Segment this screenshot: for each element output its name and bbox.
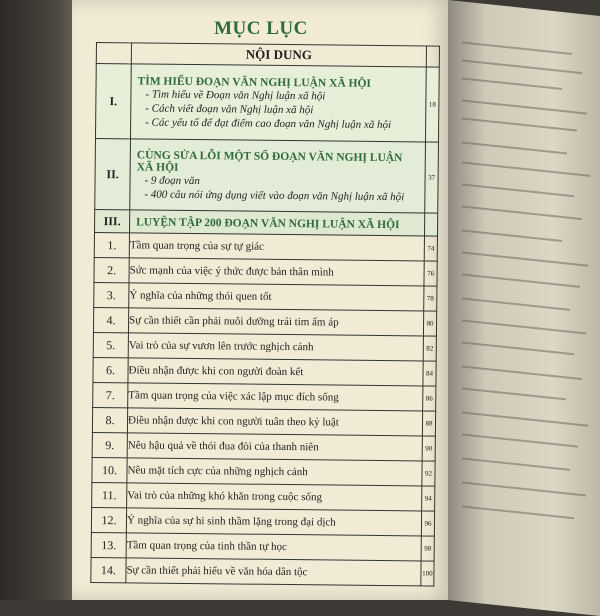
entry-page: 98 bbox=[421, 536, 434, 561]
page-title: MỤC LỤC bbox=[214, 18, 308, 39]
toc-table bbox=[90, 42, 440, 587]
entry-number: 5. bbox=[93, 332, 128, 357]
section-item: - Cách viết đoạn văn Nghị luận xã hội bbox=[145, 102, 314, 117]
toc-entry-row bbox=[92, 457, 435, 486]
section-content bbox=[130, 210, 425, 236]
entry-page: 74 bbox=[424, 236, 437, 261]
section-numeral: I. bbox=[95, 64, 131, 139]
entry-page: 92 bbox=[422, 461, 435, 486]
section-row-1 bbox=[95, 64, 439, 143]
entry-title: Sự cần thiết phải hiểu về văn hóa dân tộc bbox=[126, 558, 421, 586]
section-title: LUYỆN TẬP 200 ĐOẠN VĂN NGHỊ LUẬN XÃ HỘI bbox=[136, 216, 400, 232]
entry-title: Tầm quan trọng của tinh thần tự học bbox=[126, 533, 421, 561]
entry-title: Ý nghĩa của những thói quen tốt bbox=[129, 283, 424, 311]
section-row-2 bbox=[95, 138, 439, 213]
toc-entry-row bbox=[93, 357, 436, 386]
section-title: CÙNG SỬA LỖI MỘT SỐ ĐOẠN VĂN NGHỊ LUẬN XÃ HỘI bbox=[136, 149, 403, 174]
entry-title: Vai trò của những khó khăn trong cuộc sống bbox=[127, 483, 422, 511]
section-title: TÌM HIỂU ĐOẠN VĂN NGHỊ LUẬN XÃ HỘI bbox=[137, 75, 371, 90]
section-item: - 9 đoạn văn bbox=[144, 174, 200, 188]
entry-page: 84 bbox=[423, 361, 436, 386]
entry-number: 2. bbox=[94, 257, 129, 282]
section-numeral: II. bbox=[95, 138, 131, 209]
section-page: 18 bbox=[425, 67, 439, 142]
entry-page: 88 bbox=[422, 411, 435, 436]
section-item: - Tìm hiểu về Đoạn văn Nghị luận xã hội bbox=[145, 88, 326, 103]
entry-number: 14. bbox=[91, 557, 126, 582]
entry-title: Vai trò của sự vươn lên trước nghịch cảnh bbox=[128, 333, 423, 361]
section-content bbox=[130, 139, 426, 213]
toc-entry-row bbox=[91, 507, 434, 536]
entry-page: 100 bbox=[421, 561, 434, 586]
toc-entry-row bbox=[92, 482, 435, 511]
toc-entry-row bbox=[93, 307, 436, 336]
toc-entry-row bbox=[91, 532, 434, 561]
header-page-cell bbox=[426, 46, 439, 67]
toc-entry-row bbox=[91, 557, 434, 586]
section-item: - 400 câu nói ứng dụng viết vào đoạn văn Nghị luận xã hội bbox=[144, 188, 405, 204]
entry-title: Tầm quan trọng của việc xác lập mục đích sống bbox=[128, 383, 423, 411]
toc-entry-row bbox=[94, 232, 437, 261]
entry-page: 94 bbox=[422, 486, 435, 511]
entry-page: 96 bbox=[421, 511, 434, 536]
entry-number: 7. bbox=[93, 382, 128, 407]
toc-entry-row bbox=[93, 382, 436, 411]
entry-page: 82 bbox=[423, 336, 436, 361]
section-page: 37 bbox=[425, 142, 439, 213]
background-left bbox=[0, 0, 78, 600]
toc-entry-row bbox=[94, 257, 437, 286]
entry-page: 86 bbox=[423, 386, 436, 411]
entry-number: 8. bbox=[92, 407, 127, 432]
entry-number: 9. bbox=[92, 432, 127, 457]
entry-title: Nêu mặt tích cực của những nghịch cảnh bbox=[127, 458, 422, 486]
section-page bbox=[424, 213, 437, 236]
entry-title: Sức mạnh của việc ý thức được bản thân mình bbox=[129, 258, 424, 286]
entry-title: Sự cần thiết cần phải nuôi dưỡng trái tim ấm áp bbox=[128, 308, 423, 336]
entry-number: 3. bbox=[94, 282, 129, 307]
entry-number: 11. bbox=[92, 482, 127, 507]
section-numeral: III. bbox=[95, 209, 130, 232]
entry-number: 13. bbox=[91, 532, 126, 557]
entry-title: Ý nghĩa của sự hi sinh thầm lặng trong đại dịch bbox=[126, 508, 421, 536]
next-page-edge bbox=[448, 0, 600, 616]
toc-entry-row bbox=[94, 282, 437, 311]
toc-entry-row bbox=[93, 332, 436, 361]
toc-entry-row bbox=[92, 432, 435, 461]
header-num-cell bbox=[96, 43, 131, 64]
toc-entry-row bbox=[92, 407, 435, 436]
entry-page: 76 bbox=[424, 261, 437, 286]
entry-number: 4. bbox=[93, 307, 128, 332]
entry-title: Tầm quan trọng của sự tự giác bbox=[129, 233, 424, 261]
entry-number: 6. bbox=[93, 357, 128, 382]
entry-page: 90 bbox=[422, 436, 435, 461]
entry-title: Nêu hậu quả về thói đua đòi của thanh niên bbox=[127, 433, 422, 461]
entry-number: 10. bbox=[92, 457, 127, 482]
toc-entries bbox=[91, 232, 438, 586]
entry-title: Điều nhận được khi con người đoàn kết bbox=[128, 358, 423, 386]
section-item: - Các yếu tố để đạt điểm cao đoạn văn Nghị luận xã hội bbox=[145, 116, 392, 132]
entry-page: 80 bbox=[423, 311, 436, 336]
entry-number: 12. bbox=[91, 507, 126, 532]
section-content bbox=[130, 64, 426, 142]
header-content-cell: NỘI DUNG bbox=[131, 43, 426, 67]
book-page bbox=[72, 0, 450, 600]
entry-number: 1. bbox=[94, 232, 129, 257]
entry-page: 78 bbox=[424, 286, 437, 311]
entry-title: Điều nhận được khi con người tuân theo kỷ luật bbox=[127, 408, 422, 436]
